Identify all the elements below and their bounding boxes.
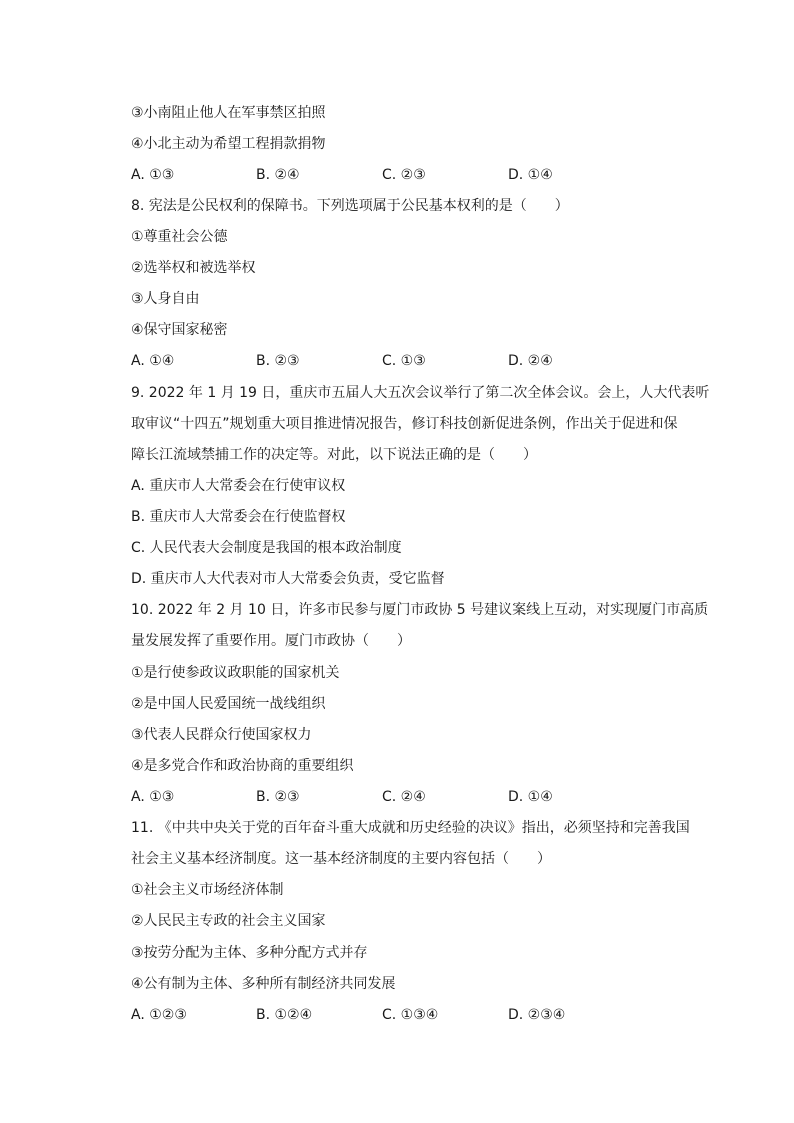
- q10-option-b: B. ②③: [256, 789, 300, 805]
- q11-item-2: ②人民民主专政的社会主义国家: [131, 913, 326, 929]
- q11-stem-line-2: 社会主义基本经济制度。这一基本经济制度的主要内容包括（ ）: [131, 851, 551, 867]
- q7-option-a: A. ①③: [131, 167, 175, 183]
- q7-option-c: C. ②③: [382, 167, 426, 183]
- q10-item-3: ③代表人民群众行使国家权力: [131, 727, 312, 743]
- q11-option-d: D. ②③④: [508, 1007, 566, 1023]
- q10-item-1: ①是行使参政议政职能的国家机关: [131, 665, 340, 681]
- q10-option-c: C. ②④: [382, 789, 426, 805]
- q10-item-4: ④是多党合作和政治协商的重要组织: [131, 758, 354, 774]
- q10-option-d: D. ①④: [508, 789, 553, 805]
- q7-option-d: D. ①④: [508, 167, 553, 183]
- q9-stem-line-1: 9. 2022 年 1 月 19 日，重庆市五届人大五次会议举行了第二次全体会议。会上，人大代表听: [131, 385, 710, 401]
- q11-item-3: ③按劳分配为主体、多种分配方式并存: [131, 945, 368, 961]
- q7-item-3: ③小南阻止他人在军事禁区拍照: [131, 105, 326, 121]
- q9-option-d: D. 重庆市人大代表对市人大常委会负责，受它监督: [131, 571, 445, 587]
- q11-option-c: C. ①③④: [382, 1007, 439, 1023]
- q9-stem-line-3: 障长江流域禁捕工作的决定等。对此，以下说法正确的是（ ）: [131, 447, 537, 463]
- q7-option-b: B. ②④: [256, 167, 300, 183]
- q8-option-d: D. ②④: [508, 353, 553, 369]
- q8-item-4: ④保守国家秘密: [131, 322, 228, 338]
- q7-item-4: ④小北主动为希望工程捐款捐物: [131, 136, 326, 152]
- q11-item-4: ④公有制为主体、多种所有制经济共同发展: [131, 976, 396, 992]
- q10-stem-line-2: 量发展发挥了重要作用。厦门市政协（ ）: [131, 633, 411, 649]
- q8-item-1: ①尊重社会公德: [131, 229, 228, 245]
- q9-option-c: C. 人民代表大会制度是我国的根本政治制度: [131, 540, 402, 556]
- q11-option-a: A. ①②③: [131, 1007, 187, 1023]
- q11-item-1: ①社会主义市场经济体制: [131, 882, 284, 898]
- q11-option-b: B. ①②④: [256, 1007, 313, 1023]
- q9-option-b: B. 重庆市人大常委会在行使监督权: [131, 509, 346, 525]
- q8-item-2: ②选举权和被选举权: [131, 260, 256, 276]
- q9-stem-line-2: 取审议“十四五”规划重大项目推进情况报告，修订科技创新促进条例，作出关于促进和保: [131, 416, 678, 432]
- q9-option-a: A. 重庆市人大常委会在行使审议权: [131, 478, 346, 494]
- q8-option-a: A. ①④: [131, 353, 175, 369]
- q8-option-b: B. ②③: [256, 353, 300, 369]
- q8-item-3: ③人身自由: [131, 291, 200, 307]
- q8-option-c: C. ①③: [382, 353, 426, 369]
- q11-stem-line-1: 11. 《中共中央关于党的百年奋斗重大成就和历史经验的决议》指出，必须坚持和完善我国: [131, 820, 690, 836]
- q10-item-2: ②是中国人民爱国统一战线组织: [131, 696, 326, 712]
- q8-stem: 8. 宪法是公民权利的保障书。下列选项属于公民基本权利的是（ ）: [131, 198, 569, 214]
- q10-stem-line-1: 10. 2022 年 2 月 10 日，许多市民参与厦门市政协 5 号建议案线上互动，对实现厦门市高质: [131, 602, 709, 618]
- q10-option-a: A. ①③: [131, 789, 175, 805]
